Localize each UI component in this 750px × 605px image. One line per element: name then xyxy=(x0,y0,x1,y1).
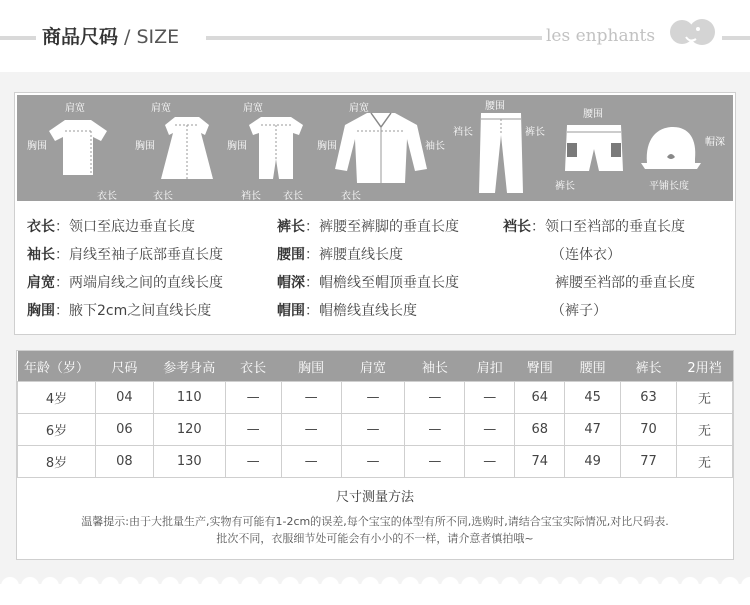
table-cell: 70 xyxy=(621,414,677,446)
desc-crotch-line2: （连体衣） xyxy=(551,247,621,263)
table-cell: — xyxy=(465,414,515,446)
g3-left-label: 胸围 xyxy=(227,141,247,152)
table-cell: — xyxy=(465,382,515,414)
table-cell: 6岁 xyxy=(18,414,96,446)
desc-row-chest: 胸围：腋下2cm之间直线长度 xyxy=(27,303,212,319)
th-height: 参考身高 xyxy=(153,351,225,382)
table-cell: 无 xyxy=(677,382,733,414)
table-cell: 无 xyxy=(677,414,733,446)
header-rule-middle xyxy=(206,36,542,40)
table-row xyxy=(18,414,733,446)
table-cell: 47 xyxy=(565,414,621,446)
table-cell: 64 xyxy=(515,382,565,414)
desc-row-waist: 腰围：裤腰直线长度 xyxy=(277,247,403,263)
title-sep: / xyxy=(118,26,137,48)
g1-left-label: 胸围 xyxy=(27,141,47,152)
table-cell: 77 xyxy=(621,446,677,478)
title-cn: 商品尺码 xyxy=(42,26,119,48)
shorts-icon xyxy=(563,123,625,173)
th-age: 年龄（岁） xyxy=(18,351,96,382)
scalloped-border xyxy=(0,574,750,605)
table-cell: 120 xyxy=(153,414,225,446)
table-row xyxy=(18,446,733,478)
table-cell: — xyxy=(225,382,281,414)
desc-row-crotch: 裆长：领口至裆部的垂直长度 xyxy=(503,219,685,235)
header-rule-right xyxy=(722,36,750,40)
th-size: 尺码 xyxy=(95,351,153,382)
table-cell: 无 xyxy=(677,446,733,478)
table-cell: 74 xyxy=(515,446,565,478)
desc-row-pants-length: 裤长：裤腰至裤脚的垂直长度 xyxy=(277,219,459,235)
g3-bottom-right-label: 衣长 xyxy=(283,191,303,202)
page-title xyxy=(42,24,179,50)
g2-left-label: 胸围 xyxy=(135,141,155,152)
th-chest: 胸围 xyxy=(281,351,341,382)
desc-crotch-line4: （裤子） xyxy=(551,303,607,319)
method-title: 尺寸测量方法 xyxy=(335,490,414,505)
g5-right-label: 裤长 xyxy=(525,127,545,138)
table-header-row xyxy=(18,351,733,382)
table-cell: 68 xyxy=(515,414,565,446)
table-cell: 130 xyxy=(153,446,225,478)
table-cell: — xyxy=(405,382,465,414)
measurement-method xyxy=(17,478,733,547)
g2-bottom-label: 衣长 xyxy=(153,191,173,202)
table-cell: — xyxy=(225,414,281,446)
th-shoulder: 肩宽 xyxy=(341,351,405,382)
g2-top-label: 肩宽 xyxy=(151,103,171,114)
table-cell: 49 xyxy=(565,446,621,478)
size-table-panel xyxy=(16,350,734,560)
th-crotch: 2用裆 xyxy=(677,351,733,382)
g6-top-label: 腰围 xyxy=(583,109,603,120)
g4-left-label: 胸围 xyxy=(317,141,337,152)
header xyxy=(0,0,750,72)
g3-bottom-left-label: 裆长 xyxy=(241,191,261,202)
table-cell: 63 xyxy=(621,382,677,414)
brand-name: les enphants xyxy=(546,26,656,46)
g1-bottom-label: 衣长 xyxy=(97,191,117,202)
table-cell: 110 xyxy=(153,382,225,414)
tip-text xyxy=(17,513,733,547)
pants-icon xyxy=(477,111,525,195)
th-waist: 腰围 xyxy=(565,351,621,382)
th-length: 衣长 xyxy=(225,351,281,382)
table-cell: 4岁 xyxy=(18,382,96,414)
table-cell: 04 xyxy=(95,382,153,414)
g5-top-label: 腰围 xyxy=(485,101,505,112)
table-cell: — xyxy=(281,414,341,446)
table-cell: — xyxy=(405,446,465,478)
size-table xyxy=(17,351,733,478)
g4-bottom-label: 衣长 xyxy=(341,191,361,202)
table-cell: 8岁 xyxy=(18,446,96,478)
elephant-logo-icon xyxy=(668,15,718,49)
table-cell: — xyxy=(405,414,465,446)
tip-line-2: 批次不同，衣服细节处可能会有小小的不一样，请介意者慎拍哦~ xyxy=(216,532,534,545)
desc-crotch-line3: 裤腰至裆部的垂直长度 xyxy=(555,275,695,291)
table-cell: — xyxy=(281,446,341,478)
table-cell: — xyxy=(465,446,515,478)
g4-top-label: 肩宽 xyxy=(349,103,369,114)
th-sleeve: 袖长 xyxy=(405,351,465,382)
table-cell: 45 xyxy=(565,382,621,414)
g4-right-label: 袖长 xyxy=(425,141,445,152)
desc-row-length: 衣长：领口至底边垂直长度 xyxy=(27,219,195,235)
desc-row-sleeve: 袖长：肩线至袖子底部垂直长度 xyxy=(27,247,223,263)
th-buckle: 肩扣 xyxy=(465,351,515,382)
g6-bottom-label: 裤长 xyxy=(555,181,575,192)
table-cell: 06 xyxy=(95,414,153,446)
jacket-icon xyxy=(333,109,429,185)
table-cell: — xyxy=(341,382,405,414)
dress-icon xyxy=(155,115,219,181)
table-row xyxy=(18,382,733,414)
g1-top-label: 肩宽 xyxy=(65,103,85,114)
table-cell: — xyxy=(341,414,405,446)
g7-bottom-label: 平铺长度 xyxy=(649,181,689,192)
romper-icon xyxy=(247,115,305,181)
th-hip: 臀围 xyxy=(515,351,565,382)
g7-right-label: 帽深 xyxy=(705,137,725,148)
desc-row-hat-depth: 帽深：帽檐线至帽顶垂直长度 xyxy=(277,275,459,291)
th-pants-length: 裤长 xyxy=(621,351,677,382)
table-cell: — xyxy=(281,382,341,414)
header-rule-left xyxy=(0,36,36,40)
garment-icons-bar xyxy=(17,95,733,201)
hat-icon xyxy=(639,123,703,175)
g3-top-label: 肩宽 xyxy=(243,103,263,114)
desc-row-shoulder: 肩宽：两端肩线之间的直线长度 xyxy=(27,275,223,291)
table-cell: — xyxy=(225,446,281,478)
table-cell: 08 xyxy=(95,446,153,478)
tip-line-1: 温馨提示:由于大批量生产,实物有可能有1-2cm的误差,每个宝宝的体型有所不同,选购时,请结合宝宝实际情况,对比尺码表. xyxy=(81,515,669,528)
tshirt-icon xyxy=(47,117,109,179)
title-en: SIZE xyxy=(136,26,180,48)
table-cell: — xyxy=(341,446,405,478)
size-guide-panel xyxy=(14,92,736,335)
g5-left-label: 裆长 xyxy=(453,127,473,138)
desc-row-hat-circ: 帽围：帽檐线直线长度 xyxy=(277,303,417,319)
